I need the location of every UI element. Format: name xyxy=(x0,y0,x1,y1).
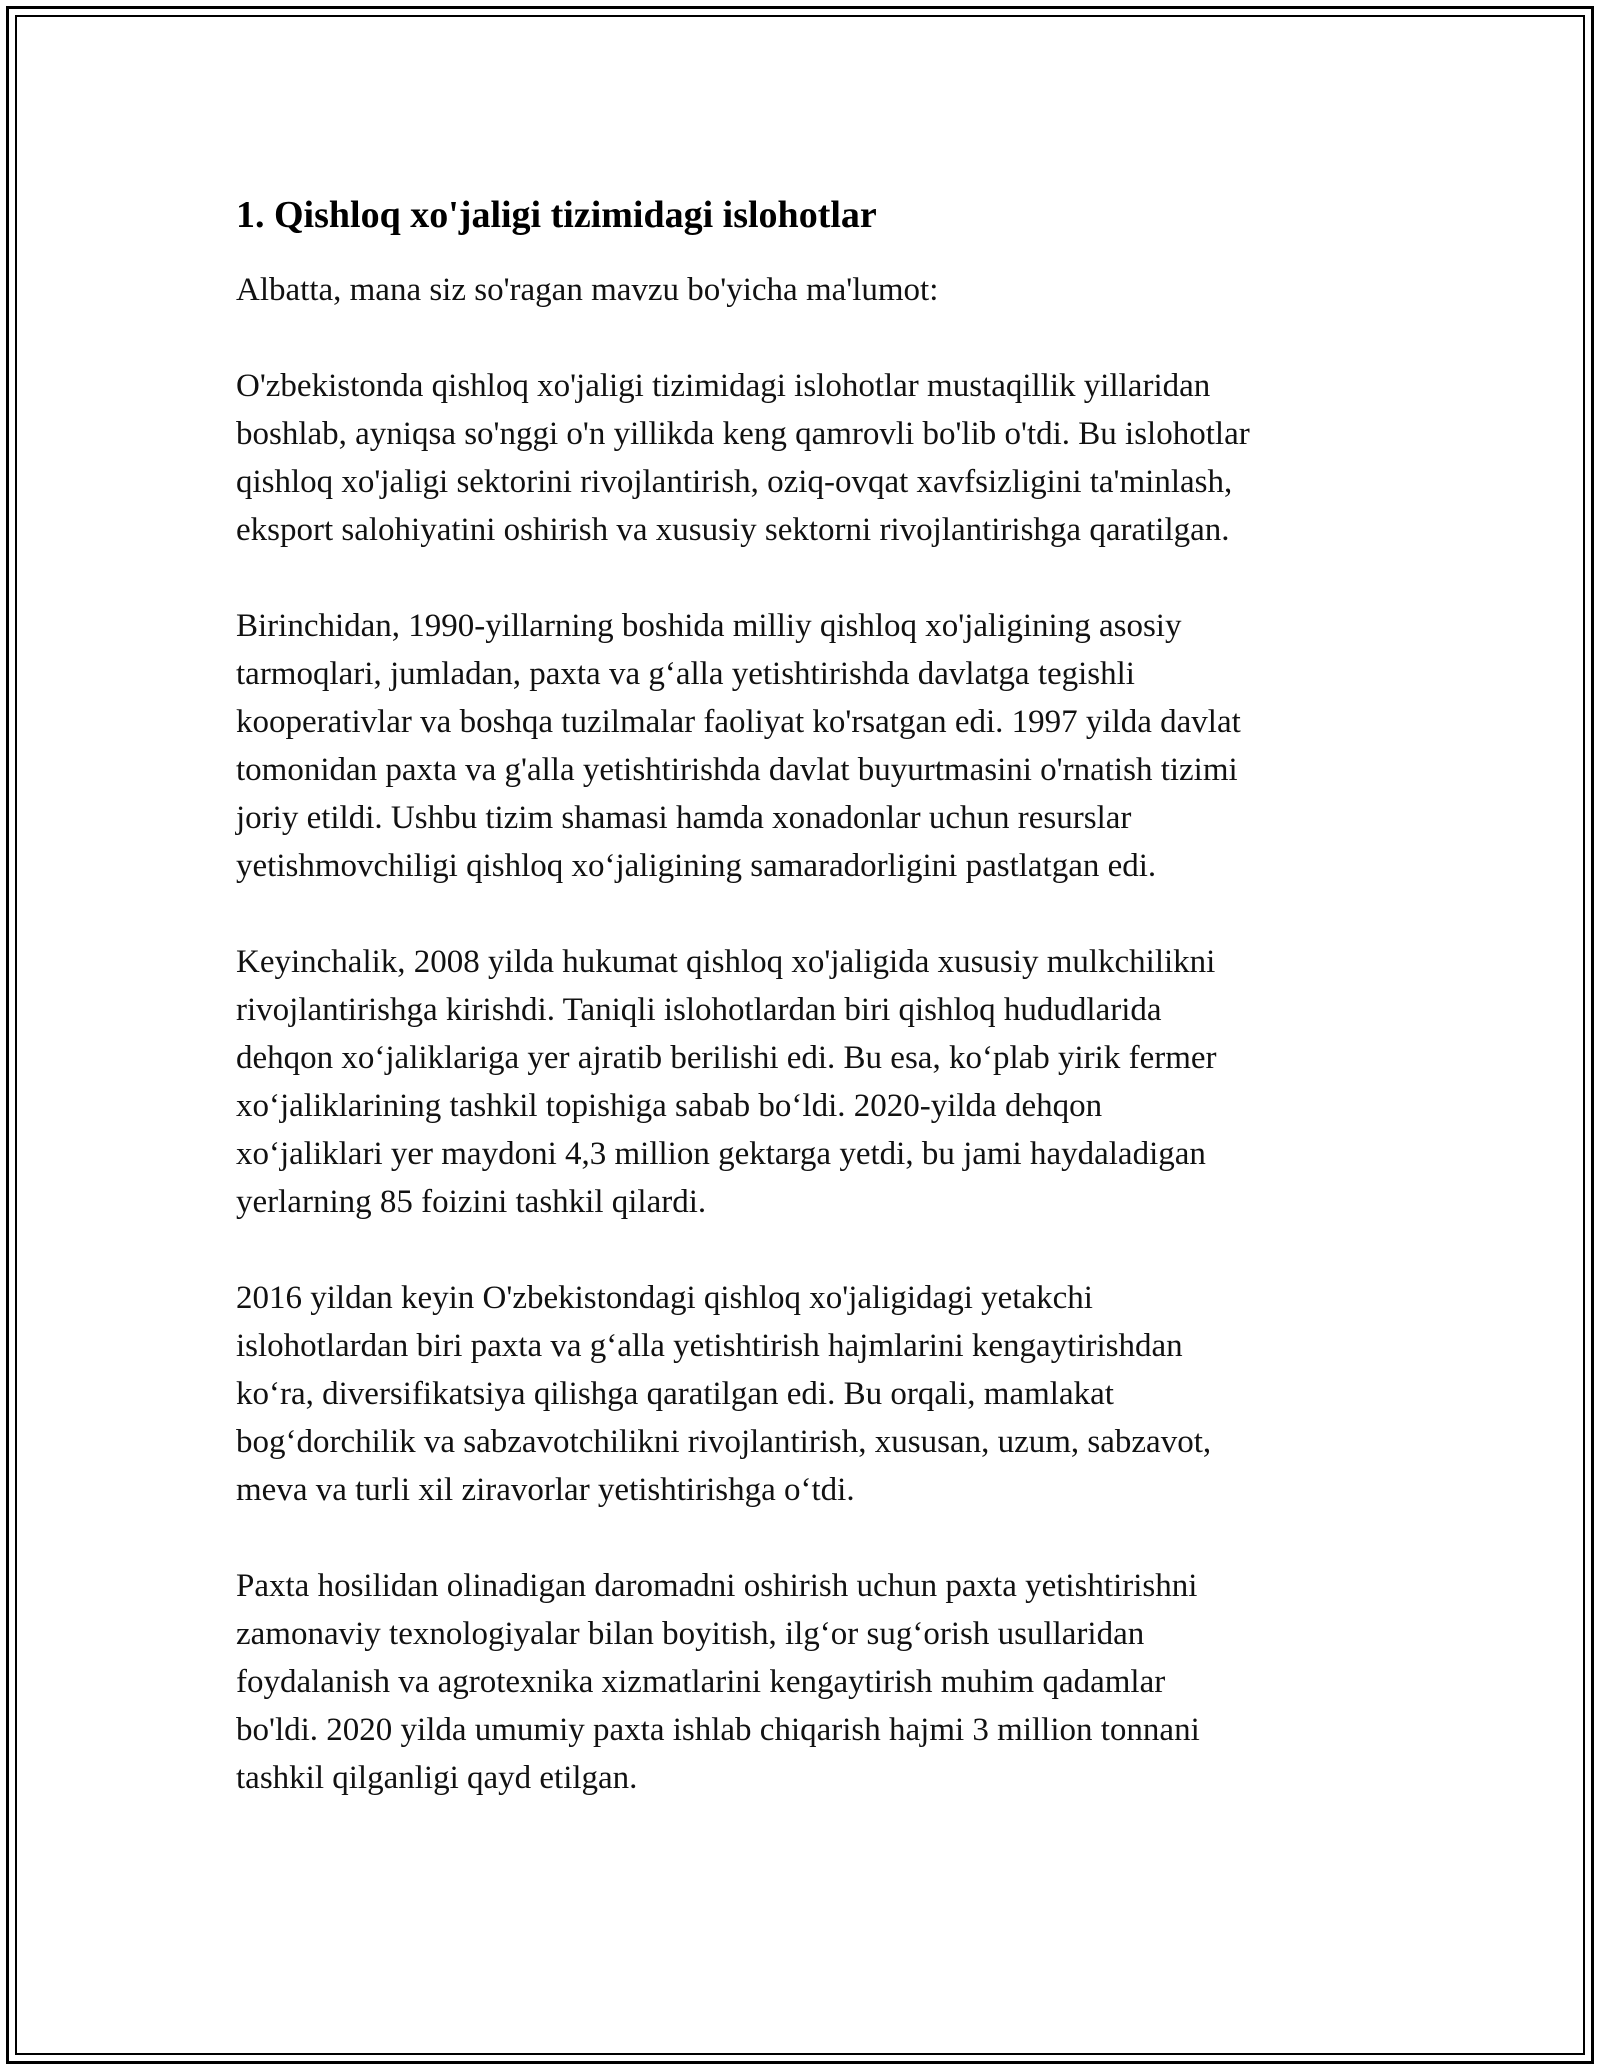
paragraph-2: Birinchidan, 1990-yillarning boshida milliy qishloq xo'jaligining asosiy tarmoqlari, jumladan, paxta va g‘alla yetishtirishda davlatga tegishli kooperativlar va boshqa tuzilmalar faoliyat ko'rsatgan edi. 1997 yilda davlat tomonidan paxta va g'alla yetishtirishda davlat buyurtmasini o'rnatish tizimi joriy etildi. Ushbu tizim shamasi hamda xonadonlar uchun resurslar yetishmovchiligi qishloq xo‘jaligining samaradorligini pastlatgan edi. xyxy=(236,608,1241,884)
intro-paragraph: Albatta, mana siz so'ragan mavzu bo'yicha ma'lumot: xyxy=(236,272,939,308)
section-heading: 1. Qishloq xo'jaligi tizimidagi islohotlar xyxy=(236,194,877,236)
paragraph-4: 2016 yildan keyin O'zbekistondagi qishloq xo'jaligidagi yetakchi islohotlardan biri paxta va g‘alla yetishtirish hajmlarini kengaytirishdan ko‘ra, diversifikatsiya qilishga qaratilgan edi. Bu orqali, mamlakat bog‘dorchilik va sabzavotchilikni rivojlantirish, xususan, uzum, sabzavot, meva va turli xil ziravorlar yetishtirishga o‘tdi. xyxy=(236,1280,1212,1508)
paragraph-5: Paxta hosilidan olinadigan daromadni oshirish uchun paxta yetishtirishni zamonaviy texnologiyalar bilan boyitish, ilg‘or sug‘orish usullaridan foydalanish va agrotexnika xizmatlarini kengaytirish muhim qadamlar bo'ldi. 2020 yilda umumiy paxta ishlab chiqarish hajmi 3 million tonnani tashkil qilganligi qayd etilgan. xyxy=(236,1568,1200,1796)
document-body xyxy=(236,190,1386,1850)
paragraph-3: Keyinchalik, 2008 yilda hukumat qishloq xo'jaligida xususiy mulkchilikni rivojlantirishga kirishdi. Taniqli islohotlardan biri qishloq hududlarida dehqon xo‘jaliklariga yer ajratib berilishi edi. Bu esa, ko‘plab yirik fermer xo‘jaliklarining tashkil topishiga sabab bo‘ldi. 2020-yilda dehqon xo‘jaliklari yer maydoni 4,3 million gektarga yetdi, bu jami haydaladigan yerlarning 85 foizini tashkil qilardi. xyxy=(236,944,1217,1220)
paragraph-1: O'zbekistonda qishloq xo'jaligi tizimidagi islohotlar mustaqillik yillaridan boshlab, ayniqsa so'nggi o'n yillikda keng qamrovli bo'lib o'tdi. Bu islohotlar qishloq xo'jaligi sektorini rivojlantirish, oziq-ovqat xavfsizligini ta'minlash, eksport salohiyatini oshirish va xususiy sektorni rivojlantirishga qaratilgan. xyxy=(236,368,1250,548)
